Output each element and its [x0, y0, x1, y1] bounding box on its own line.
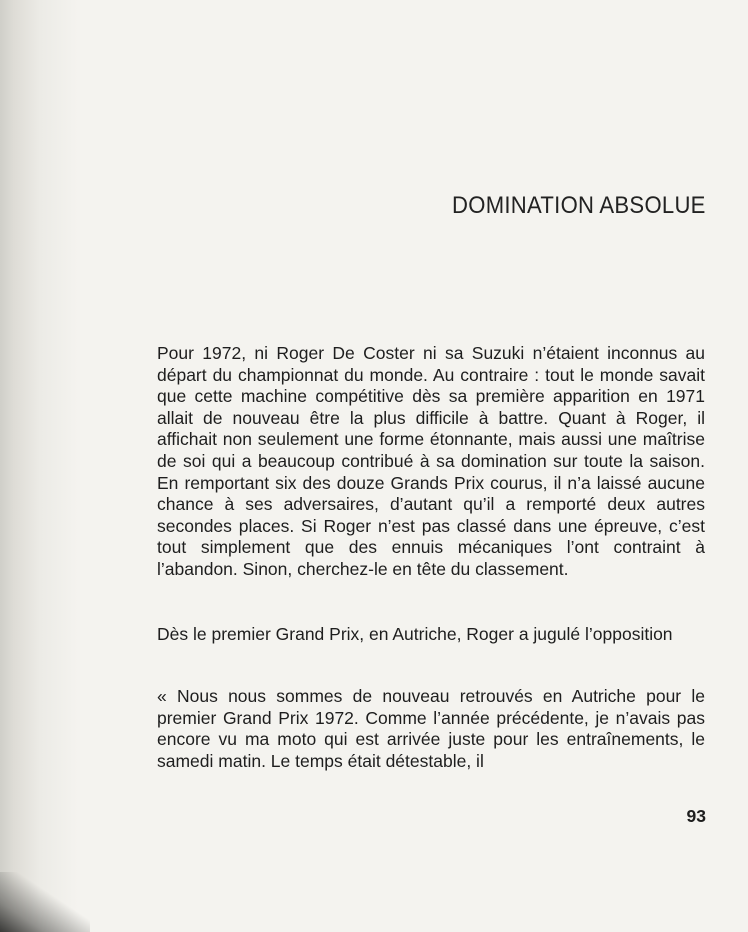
book-gutter [0, 0, 78, 932]
body-paragraph-1: Pour 1972, ni Roger De Coster ni sa Suzuki n’étaient inconnus au départ du championnat du monde. Au contraire : tout le monde savait que cette machine compétitive dès sa première apparition en 1971 allait de nouveau être la plus difficile à battre. Quant à Roger, il affichait non seulement une forme étonnante, mais aussi une maîtrise de soi qui a beaucoup contribué à sa domination sur toute la saison. En remportant six des douze Grands Prix courus, il n’a laissé aucune chance à ses adversaires, d’autant qu’il a remporté deux autres secondes places. Si Roger n’est pas classé dans une épreuve, c’est tout simplement que des ennuis mécaniques l’ont contraint à l’abandon. Sinon, cherchez-le en tête du classement. [157, 343, 705, 579]
body-paragraph-3: « Nous nous sommes de nouveau retrouvés en Autriche pour le premier Grand Prix 1972. Comme l’année précédente, je n’avais pas encore vu ma moto qui est arrivée juste pour les entraînements, le samedi matin. Le temps était détestable, il [157, 686, 705, 771]
page-edge-shadow [0, 872, 90, 932]
body-paragraph-2: Dès le premier Grand Prix, en Autriche, Roger a jugulé l’opposition [157, 624, 673, 644]
page-number: 93 [686, 806, 706, 826]
chapter-title: DOMINATION ABSOLUE [452, 192, 706, 219]
